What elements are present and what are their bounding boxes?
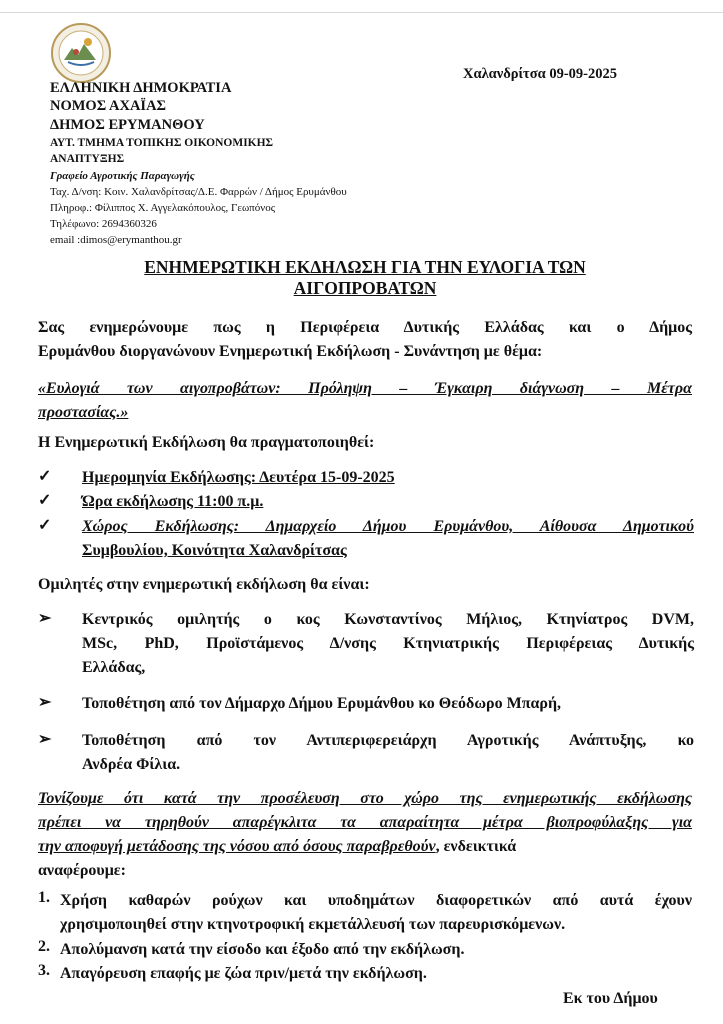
header-prefecture: ΝΟΜΟΣ ΑΧΑΪΑΣ xyxy=(50,98,167,114)
speaker-3-line-2: Ανδρέα Φίλια. xyxy=(82,756,181,773)
header-contact: Πληροφ.: Φίλιππος Χ. Αγγελακόπουλος, Γεωπόνος xyxy=(50,202,276,214)
header-department: ΑΥΤ. ΤΜΗΜΑ ΤΟΠΙΚΗΣ ΟΙΚΟΝΟΜΙΚΗΣ xyxy=(50,137,274,149)
arrow-bullet-icon: ➢ xyxy=(38,610,52,627)
signature: Εκ του Δήμου xyxy=(563,990,658,1007)
speaker-2: Τοποθέτηση από τον Δήμαρχο Δήμου Ερυμάνθου κο Θεόδωρο Μπαρή, xyxy=(82,695,562,712)
notice-line-3 xyxy=(38,835,692,859)
document-title-cont: ΑΙΓΟΠΡΟΒΑΤΩΝ xyxy=(293,278,437,298)
theme-line-1: «Ευλογιά των αιγοπροβάτων: Πρόληψη – Έγκαιρη διάγνωση – Μέτρα xyxy=(38,380,692,397)
measure-number: 3. xyxy=(38,962,50,979)
event-place-cont: Συμβουλίου, Κοινότητα Χαλανδρίτσας xyxy=(82,542,347,559)
header-office: Γραφείο Αγροτικής Παραγωγής xyxy=(50,170,195,182)
notice-line-2: πρέπει να τηρηθούν απαρέγκλιτα τα απαραίτητα μέτρα βιοπροφύλαξης για xyxy=(38,814,692,831)
speaker-1-line-3: Ελλάδας, xyxy=(82,659,146,676)
header-municipality: ΔΗΜΟΣ ΕΡΥΜΑΝΘΟΥ xyxy=(50,117,205,133)
measure-1-line-2: χρησιμοποιηθεί στην κτηνοτροφική εκμετάλλευσή των παρευρισκόμενων. xyxy=(60,916,566,933)
municipality-seal-logo xyxy=(50,22,112,84)
notice-line-1: Τονίζουμε ότι κατά την προσέλευση στο χώρο της ενημερωτικής εκδήλωσης xyxy=(38,790,692,807)
header-phone: Τηλέφωνο: 2694360326 xyxy=(50,218,157,230)
when-heading: Η Ενημερωτική Εκδήλωση θα πραγματοποιηθεί: xyxy=(38,434,375,451)
check-icon: ✓ xyxy=(38,468,52,485)
header-email: email :dimos@erymanthou.gr xyxy=(50,234,182,246)
measure-number: 2. xyxy=(38,938,50,955)
event-time: Ώρα εκδήλωσης 11:00 π.μ. xyxy=(82,493,264,510)
header-country: ΕΛΛΗΝΙΚΗ ΔΗΜΟΚΡΑΤΙΑ xyxy=(50,80,232,96)
notice-line-3-underlined: την αποφυγή μετάδοσης της νόσου από όσους παραβρεθούν xyxy=(38,838,436,855)
header-department-cont: ΑΝΑΠΤΥΞΗΣ xyxy=(50,153,125,165)
event-date: Ημερομηνία Εκδήλωσης: Δευτέρα 15-09-2025 xyxy=(82,469,395,486)
top-divider xyxy=(0,12,723,13)
speaker-1-line-1: Κεντρικός ομιλητής ο κος Κωνσταντίνος Μήλιος, Κτηνίατρος DVM, xyxy=(82,611,694,628)
speakers-heading: Ομιλητές στην ενημερωτική εκδήλωση θα είναι: xyxy=(38,576,370,593)
speaker-1-line-2: MSc, PhD, Προϊστάμενος Δ/νσης Κτηνιατρικής Περιφέρειας Δυτικής xyxy=(82,635,694,652)
document-date: Χαλανδρίτσα 09-09-2025 xyxy=(463,66,617,82)
header-address: Ταχ. Δ/νση: Κοιν. Χαλανδρίτσας/Δ.Ε. Φαρρών / Δήμος Ερυμάνθου xyxy=(50,186,347,198)
speaker-3-line-1: Τοποθέτηση από τον Αντιπεριφερειάρχη Αγροτικής Ανάπτυξης, κο xyxy=(82,732,694,749)
check-icon: ✓ xyxy=(38,517,52,534)
intro-line-1: Σας ενημερώνουμε πως η Περιφέρεια Δυτικής Ελλάδας και ο Δήμος xyxy=(38,319,692,336)
check-icon: ✓ xyxy=(38,492,52,509)
notice-line-4: αναφέρουμε: xyxy=(38,862,126,879)
measure-2: Απολύμανση κατά την είσοδο και έξοδο από την εκδήλωση. xyxy=(60,941,465,958)
event-place: Χώρος Εκδήλωσης: Δημαρχείο Δήμου Ερυμάνθου, Αίθουσα Δημοτικού xyxy=(82,518,694,535)
document-title: ΕΝΗΜΕΡΩΤΙΚΗ ΕΚΔΗΛΩΣΗ ΓΙΑ ΤΗΝ ΕΥΛΟΓΙΑ ΤΩΝ xyxy=(144,257,586,277)
measure-number: 1. xyxy=(38,889,50,906)
measure-3: Απαγόρευση επαφής με ζώα πριν/μετά την εκδήλωση. xyxy=(60,965,427,982)
measure-1-line-1: Χρήση καθαρών ρούχων και υποδημάτων διαφορετικών από αυτά έχουν xyxy=(60,892,692,909)
arrow-bullet-icon: ➢ xyxy=(38,694,52,711)
theme-line-2: προστασίας.» xyxy=(38,404,129,421)
intro-line-2: Ερυμάνθου διοργανώνουν Ενημερωτική Εκδήλωση - Συνάντηση με θέμα: xyxy=(38,343,543,360)
notice-line-3-rest: , ενδεικτικά xyxy=(435,838,517,855)
arrow-bullet-icon: ➢ xyxy=(38,731,52,748)
